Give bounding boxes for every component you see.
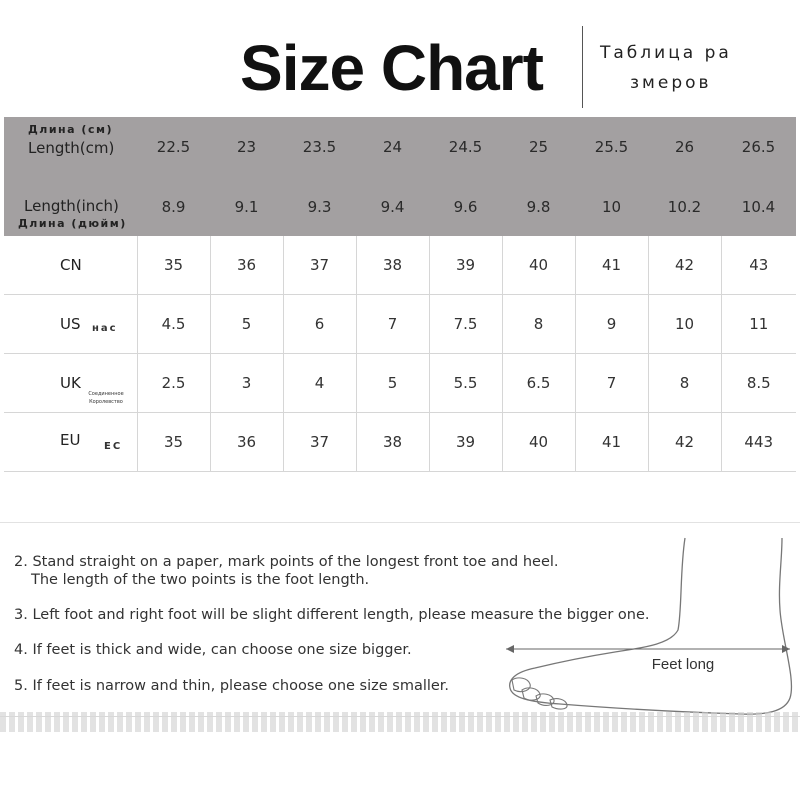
dashed-border-strip <box>0 712 800 732</box>
cell-uk: 5 <box>356 354 429 413</box>
cell-eu: 36 <box>210 413 283 472</box>
label-eu <box>4 413 137 472</box>
page-title-ru-line2: змеров <box>630 73 712 93</box>
toe-2 <box>522 688 540 700</box>
cell-cm: 24 <box>356 117 429 177</box>
measure-arrow-left <box>506 645 514 653</box>
cell-us: 11 <box>721 295 796 354</box>
row-cn <box>4 236 796 295</box>
page-title: Size Chart <box>240 32 543 104</box>
cell-eu: 42 <box>648 413 721 472</box>
cell-us: 4.5 <box>137 295 210 354</box>
label-cn <box>4 236 137 295</box>
label-length-cm-en: Length(cm) <box>28 139 115 157</box>
cell-eu: 35 <box>137 413 210 472</box>
label-cn-text: CN <box>60 256 82 274</box>
cell-cn: 41 <box>575 236 648 295</box>
cell-inch: 10.4 <box>721 177 796 236</box>
label-length-inch <box>4 177 137 236</box>
cell-inch: 9.4 <box>356 177 429 236</box>
cell-inch: 9.8 <box>502 177 575 236</box>
cell-us: 8 <box>502 295 575 354</box>
cell-cn: 43 <box>721 236 796 295</box>
toe-1 <box>512 678 530 692</box>
cell-cn: 35 <box>137 236 210 295</box>
label-uk-ru-1: Соединенное <box>88 391 124 397</box>
instruction-item-2-line-2: The length of the two points is the foot length. <box>31 572 370 588</box>
cell-cm: 22.5 <box>137 117 210 177</box>
cell-inch: 9.3 <box>283 177 356 236</box>
cell-us: 10 <box>648 295 721 354</box>
cell-cm: 25.5 <box>575 117 648 177</box>
cell-eu: 40 <box>502 413 575 472</box>
cell-eu: 41 <box>575 413 648 472</box>
cell-cn: 42 <box>648 236 721 295</box>
bottom-border-line <box>0 716 800 717</box>
feet-long-label: Feet long <box>651 656 715 673</box>
page-title-ru <box>600 38 780 98</box>
label-length-cm <box>4 117 137 177</box>
row-length-inch <box>4 177 796 236</box>
header <box>0 0 800 116</box>
instruction-item-5: 5. If feet is narrow and thin, please choose one size smaller. <box>14 678 450 694</box>
foot-outline <box>510 538 792 714</box>
cell-cm: 24.5 <box>429 117 502 177</box>
page-title-ru-line1: Таблица ра <box>600 43 732 63</box>
cell-us: 5 <box>210 295 283 354</box>
label-eu-ru: ЕС <box>104 441 123 452</box>
label-us-text: US <box>60 315 81 333</box>
cell-inch: 9.1 <box>210 177 283 236</box>
label-uk <box>4 354 137 413</box>
cell-uk: 4 <box>283 354 356 413</box>
cell-us: 7 <box>356 295 429 354</box>
cell-uk: 8.5 <box>721 354 796 413</box>
cell-uk: 7 <box>575 354 648 413</box>
cell-us: 7.5 <box>429 295 502 354</box>
cell-cm: 23 <box>210 117 283 177</box>
cell-uk: 5.5 <box>429 354 502 413</box>
label-us <box>4 295 137 354</box>
row-us <box>4 295 796 354</box>
label-length-inch-ru: Длина (дюйм) <box>18 217 127 230</box>
cell-cm: 25 <box>502 117 575 177</box>
cell-cn: 40 <box>502 236 575 295</box>
cell-uk: 2.5 <box>137 354 210 413</box>
cell-cn: 36 <box>210 236 283 295</box>
cell-cn: 38 <box>356 236 429 295</box>
cell-us: 9 <box>575 295 648 354</box>
row-eu <box>4 413 796 472</box>
cell-cm: 23.5 <box>283 117 356 177</box>
label-length-inch-en: Length(inch) <box>24 197 119 215</box>
cell-uk: 3 <box>210 354 283 413</box>
cell-uk: 8 <box>648 354 721 413</box>
cell-inch: 8.9 <box>137 177 210 236</box>
foot-illustration <box>500 530 800 720</box>
cell-inch: 10.2 <box>648 177 721 236</box>
label-length-cm-ru: Длина (см) <box>28 123 113 136</box>
instruction-item-4: 4. If feet is thick and wide, can choose one size bigger. <box>14 642 412 658</box>
cell-eu: 39 <box>429 413 502 472</box>
size-table <box>4 117 796 472</box>
row-uk <box>4 354 796 413</box>
label-us-ru: нас <box>92 323 118 334</box>
row-length-cm <box>4 117 796 177</box>
cell-cm: 26 <box>648 117 721 177</box>
instructions-top-border <box>0 522 800 523</box>
instruction-item-3: 3. Left foot and right foot will be slight different length, please measure the bigger one. <box>14 607 650 623</box>
label-uk-ru-2: Королевство <box>89 399 123 405</box>
cell-uk: 6.5 <box>502 354 575 413</box>
cell-cm: 26.5 <box>721 117 796 177</box>
cell-inch: 9.6 <box>429 177 502 236</box>
cell-cn: 37 <box>283 236 356 295</box>
label-uk-text: UK <box>60 374 81 392</box>
cell-eu: 37 <box>283 413 356 472</box>
label-eu-text: EU <box>60 431 81 449</box>
cell-us: 6 <box>283 295 356 354</box>
cell-cn: 39 <box>429 236 502 295</box>
cell-eu: 443 <box>721 413 796 472</box>
cell-inch: 10 <box>575 177 648 236</box>
title-divider <box>582 26 583 108</box>
cell-eu: 38 <box>356 413 429 472</box>
instruction-item-2-line-1: 2. Stand straight on a paper, mark points of the longest front toe and heel. <box>14 554 559 570</box>
